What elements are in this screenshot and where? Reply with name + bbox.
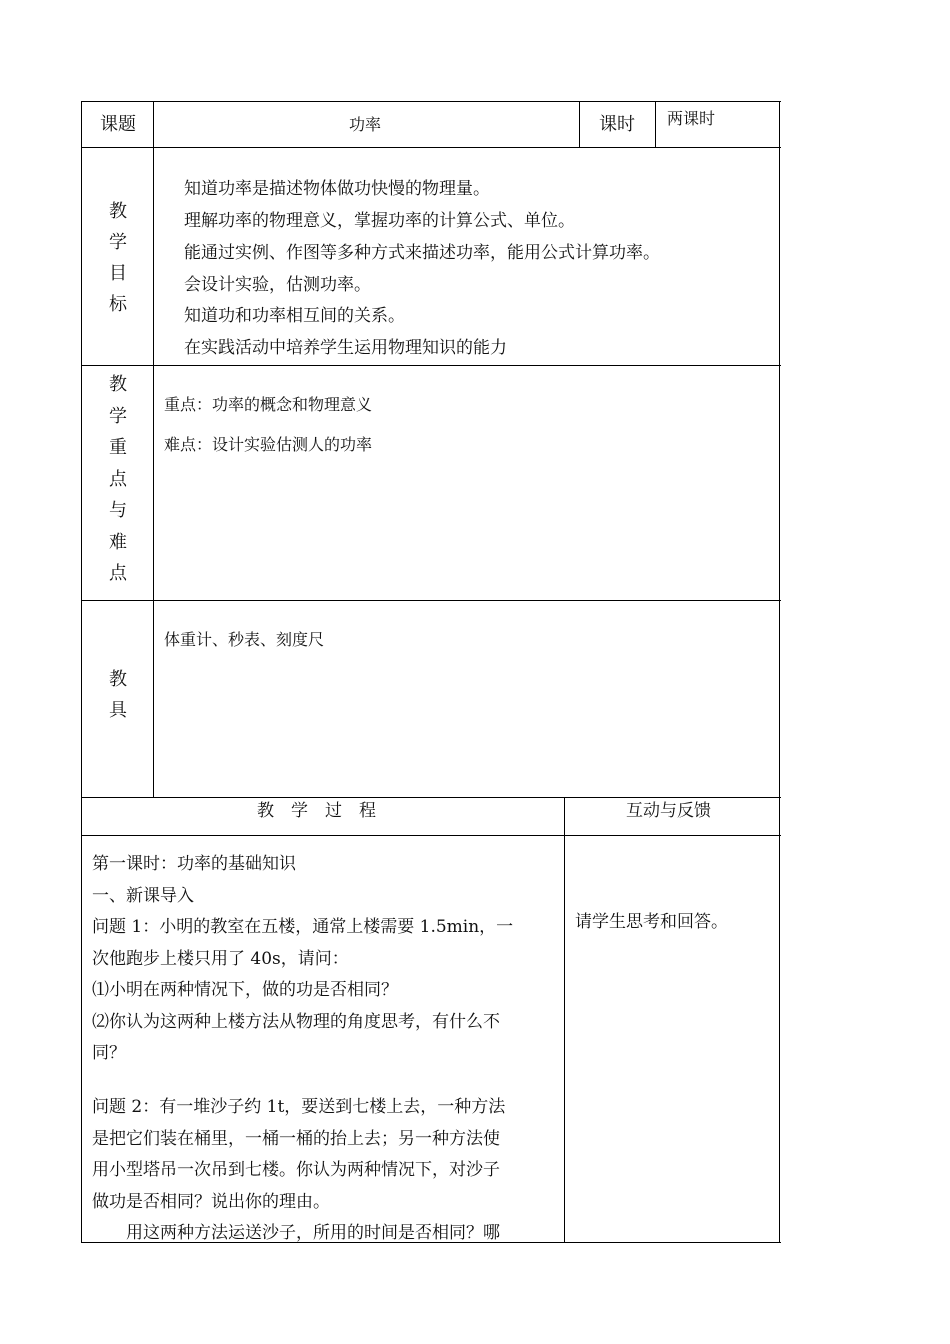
table-top-border xyxy=(81,101,781,102)
hours-label-right-divider xyxy=(655,101,656,148)
objective-item: 知道功率是描述物体做功快慢的物理量。 xyxy=(184,179,490,199)
process-line: 问题 1：小明的教室在五楼，通常上楼需要 1.5min，一 xyxy=(92,917,514,937)
topic-value: 功率 xyxy=(349,115,382,134)
hours-label-left-divider xyxy=(579,101,580,148)
row-divider-header xyxy=(81,147,781,148)
process-line: 做功是否相同？说出你的理由。 xyxy=(92,1191,330,1212)
feedback-text: 请学生思考和回答。 xyxy=(575,912,728,932)
process-line: 第一课时：功率的基础知识 xyxy=(92,854,296,874)
feedback-header: 互动与反馈 xyxy=(626,801,711,821)
process-content-part1 xyxy=(92,849,560,1070)
process-line: 用小型塔吊一次吊到七楼。你认为两种情况下，对沙子 xyxy=(92,1160,500,1180)
process-line: 次他跑步上楼只用了 40s，请问： xyxy=(92,948,349,969)
row-divider-objectives xyxy=(81,365,781,366)
tools-text: 体重计、秒表、刻度尺 xyxy=(164,630,325,649)
topic-label: 课题 xyxy=(100,114,136,135)
feedback-column-divider xyxy=(564,797,565,1243)
row-divider-keypoints xyxy=(81,600,781,601)
row-divider-tools xyxy=(81,797,781,798)
hours-label: 课时 xyxy=(599,114,635,135)
process-line: 用这两种方法运送沙子，所用的时间是否相同？哪 xyxy=(92,1223,500,1243)
process-line: 一、新课导入 xyxy=(92,885,194,906)
difficulty-text: 难点：设计实验估测人的功率 xyxy=(164,435,373,454)
process-line: ⑴小明在两种情况下，做的功是否相同？ xyxy=(92,980,398,1000)
process-line: ⑵你认为这两种上楼方法从物理的角度思考，有什么不 xyxy=(92,1011,500,1032)
objective-item: 知道功和功率相互间的关系。 xyxy=(184,306,405,326)
objective-item: 会设计实验，估测功率。 xyxy=(184,275,371,295)
process-line: 同？ xyxy=(92,1043,126,1063)
process-content-part2 xyxy=(92,1092,560,1250)
objective-item: 在实践活动中培养学生运用物理知识的能力 xyxy=(184,338,507,358)
keypoints-label: 教 学 重 点 与 难 点 xyxy=(109,374,127,584)
key-point-text: 重点：功率的概念和物理意义 xyxy=(164,395,373,414)
process-header: 教 学 过 程 xyxy=(257,801,376,821)
tools-label: 教 具 xyxy=(109,669,127,721)
objectives-label: 教 学 目 标 xyxy=(109,201,127,315)
hours-value: 两课时 xyxy=(667,109,716,128)
table-right-border xyxy=(779,101,780,1243)
row-divider-process-header xyxy=(81,835,781,836)
process-line: 问题 2：有一堆沙子约 1t，要送到七楼上去，一种方法 xyxy=(92,1097,506,1117)
process-line: 是把它们装在桶里，一桶一桶的抬上去；另一种方法使 xyxy=(92,1128,500,1149)
objective-item: 能通过实例、作图等多种方式来描述功率，能用公式计算功率。 xyxy=(184,243,660,263)
objective-item: 理解功率的物理意义，掌握功率的计算公式、单位。 xyxy=(184,211,575,231)
